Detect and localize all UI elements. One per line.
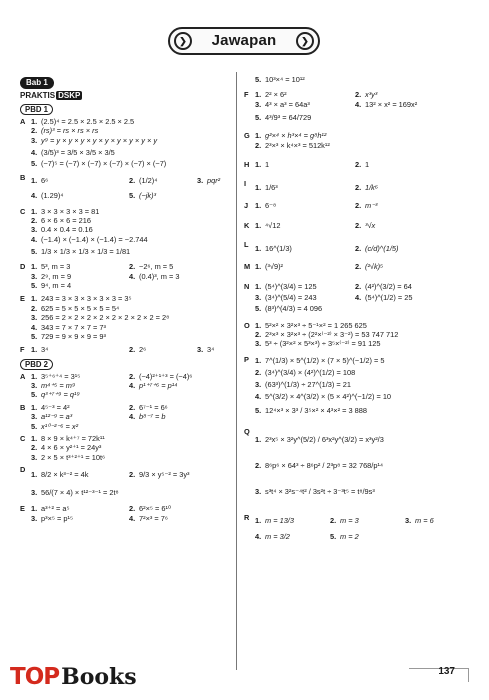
question-H: H 1. 1 2. 1	[244, 159, 370, 170]
question-C: C 1. 3 × 3 × 3 × 3 = 81 2. 6 × 6 × 6 = 216 3. 0.4 × 0.4 = 0.16 4. (−1.4) × (−1.4) × (−1.4) = −2.744 5. 1/3 × 1/3 × 1/3 × 1/3 = 1/81	[20, 206, 148, 256]
question-P: P 1. 7^(1/3) × 5^(1/2) × (7 × 5)^(−1/2) = 5 2. (3⁴)^(3/4) × (4²)^(1/2) = 108 3. (63³)^(1/3) ÷ 27^(1/3) = 21 4. 5^(3/2) × 4^(3/2) × (5 × 4²)^(−1/2) = 10 5. 12⁴×³ × 3³ / 3⁵×² × 4³×² = 3 888	[244, 354, 392, 416]
topbooks-logo	[10, 663, 137, 692]
header-title: Jawapan	[211, 31, 277, 49]
pbd-1-tag: PBD 1	[20, 104, 53, 115]
question-A: A 1. (2.5)⁴ = 2.5 × 2.5 × 2.5 × 2.5 2. (rs)³ = rs × rs × rs 3. y⁹ = y × y × y × y × y × y × y × y × y 4. (3/5)³ = 3/5 × 3/5 × 3/5 5. (−7)⁵ = (−7) × (−7) × (−7) × (−7) × (−7)	[20, 117, 167, 169]
question-K: K 1. ⁴√12 2. ³√x	[244, 220, 376, 230]
question-F: F 1. 3⁴ 2. 2⁶ 3. 3⁴	[20, 345, 215, 355]
chapter-tag: Bab 1	[20, 77, 54, 89]
column-divider	[236, 72, 237, 670]
question-D-pbd2: D 1. 8/2 × k³⁻² = 4k 2. 9/3 × y⁵⁻² = 3y³ 3. 56/(7 × 4) × t¹²⁻³⁻¹ = 2t⁸	[20, 465, 190, 497]
question-O: O 1. 5²×² × 3²×³ ÷ 5⁻¹×² = 1 265 625 2. 2³×³ × 3²×³ ÷ (2²×⁽⁻²⁾ × 3⁻²) = 53 747 712 3. 5³ ÷ (3²×² × 5³×³) ÷ 3⁵×⁽⁻²⁾ = 91 125	[244, 320, 399, 349]
question-J: J 1. 6⁻⁸ 2. m⁻³	[244, 201, 378, 211]
question-F-right: F 1. 2² × 6² 2. x³y³ 3. 4³ × a³ = 64a³ 4. 13² × x² = 169x² 5. 4³/9³ = 64/729	[244, 90, 418, 122]
chevron-down-icon: ❯	[174, 32, 192, 50]
question-R: R 1. m = 13/3 2. m = 3 3. m = 6 4. m = 3/2 5. m = 2	[244, 512, 434, 542]
logo-books-text: Books	[61, 663, 137, 690]
question-I: I 1. 1/6³ 2. 1/k⁶	[244, 179, 378, 192]
question-L: L 1. 16^(1/3) 2. (c/d)^(1/5)	[244, 240, 399, 253]
answers-header	[168, 27, 320, 55]
question-E-continued: 5. 10³×⁴ = 10¹²	[255, 75, 305, 85]
right-column	[244, 74, 469, 545]
chevron-down-icon: ❯	[296, 32, 314, 50]
left-column	[20, 74, 232, 523]
pbd-2-tag: PBD 2	[20, 359, 53, 370]
logo-top-text: TOP	[10, 664, 60, 691]
question-C-pbd2: C 1. 8 × 9 × k⁴⁺⁷ = 72k¹¹ 2. 4 × 6 × y²⁺¹ = 24y³ 3. 2 × 5 × t³⁺²⁺¹ = 10t⁶	[20, 433, 106, 462]
praktis-dskp-heading: PRAKTIS DSKP	[20, 91, 81, 100]
question-G: G 1. g²×⁴ × h³×⁴ = g⁸h¹² 2. 2³×³ × k⁴×³ = 512k¹²	[244, 131, 330, 150]
question-E-pbd2: E 1. a³⁺² = a⁵ 2. 6²×⁵ = 6¹⁰ 3. p³×⁵ = p¹⁵ 4. 7²×³ = 7⁶	[20, 504, 171, 523]
question-D: D 1. 5³, m = 3 2. −2⁶, m = 5 3. 2⁹, m = 9 4. (0.4)³, m = 3 5. 9⁴, m = 4	[20, 262, 180, 290]
page-number: 137	[438, 665, 455, 677]
question-A-pbd2: A 1. 3⁵⁺⁶⁺⁴ = 3¹⁵ 2. (−4)²⁺¹⁺³ = (−4)⁶ 3. m⁴⁺⁵ = m⁹ 4. p¹⁺⁷⁺⁶ = p¹⁴ 5. q³⁺⁷⁺⁹ = q¹⁹	[20, 371, 193, 400]
question-Q: Q 1. 2³x⁵ × 3²y^(5/2) / 6³x²y^(3/2) = x³y²/3 2. 8⁶p⁶ × 64³ ÷ 8⁶p² / 2³p⁸ = 32 768/p¹⁴ 3. s³t⁴ × 3²s⁻⁴t² / 3s²t ÷ 3⁻³t⁵ = t⁸/9s³	[244, 426, 384, 497]
question-M: M 1. (³√9)² 2. (²√k)⁵	[244, 262, 384, 272]
question-B-pbd2: B 1. 4⁵⁻³ = 4² 2. 6⁷⁻¹ = 6⁶ 3. a¹²⁻⁹ = a³ 4. b⁸⁻⁷ = b 5. x¹⁰⁻²⁻⁶ = x²	[20, 402, 168, 431]
question-E: E 1. 243 = 3 × 3 × 3 × 3 × 3 = 3⁵ 2. 625 = 5 × 5 × 5 × 5 = 5⁴ 3. 256 = 2 × 2 × 2 × 2 × 2 × 2 × 2 × 2 = 2⁸ 4. 343 = 7 × 7 × 7 = 7³ 5. 729 = 9 × 9 × 9 = 9³	[20, 294, 170, 341]
question-B: B 1. 6⁶ 2. (1/2)⁴ 3. pqr² 4. (1.29)⁴ 5. (−jk)³	[20, 172, 221, 200]
question-N: N 1. (5⁴)^(3/4) = 125 2. (4²)^(3/2) = 64 3. (3⁴)^(5/4) = 243 4. (5⁴)^(1/2) = 25 5. (8³)^(4/3) = 4 096	[244, 281, 413, 314]
